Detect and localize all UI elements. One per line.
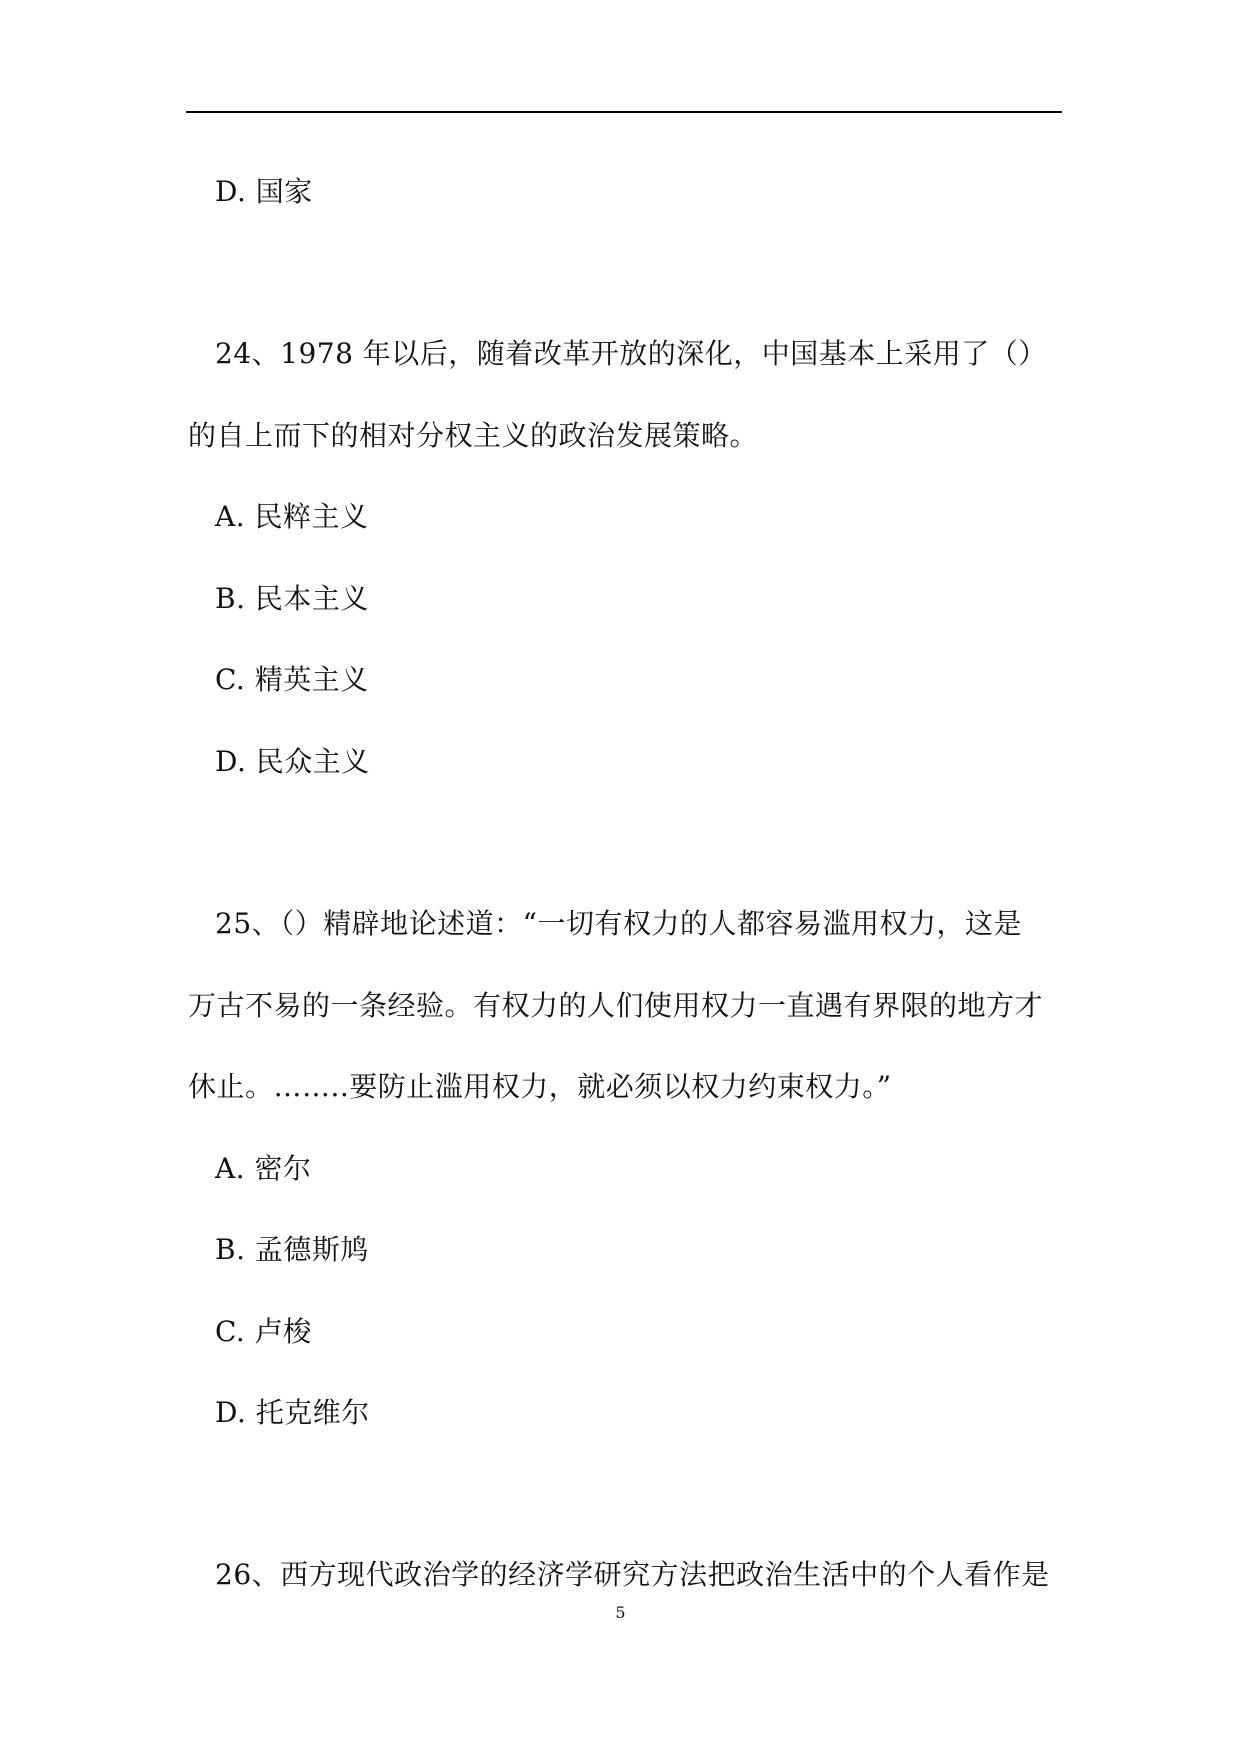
- question-24-option-c: C. 精英主义: [215, 663, 369, 696]
- question-25-text: 25、（）精辟地论述道：“一切有权力的人都容易滥用权力，这是: [215, 907, 1022, 940]
- question-26-text: 26、西方现代政治学的经济学研究方法把政治生活中的个人看作是: [215, 1558, 1050, 1591]
- question-24-option-a: A. 民粹主义: [215, 500, 369, 533]
- question-25-option-c: C. 卢梭: [215, 1315, 312, 1348]
- question-25-text-continued-2: 休止。……..要防止滥用权力，就必须以权力约束权力。”: [188, 1070, 892, 1103]
- question-24-option-b: B. 民本主义: [215, 582, 369, 615]
- question-25-option-b: B. 孟德斯鸠: [215, 1233, 369, 1266]
- question-25-option-a: A. 密尔: [215, 1152, 312, 1185]
- question-25-text-continued-1: 万古不易的一条经验。有权力的人们使用权力一直遇有界限的地方才: [188, 989, 1044, 1022]
- option-d-previous: D. 国家: [215, 175, 313, 208]
- question-25-option-d: D. 托克维尔: [215, 1396, 370, 1429]
- question-24-text-continued: 的自上而下的相对分权主义的政治发展策略。: [188, 419, 759, 452]
- question-24-text: 24、1978 年以后，随着改革开放的深化，中国基本上采用了（）: [215, 337, 1047, 370]
- page-number: 5: [615, 1603, 626, 1622]
- question-24-option-d: D. 民众主义: [215, 745, 370, 778]
- header-rule: [186, 111, 1062, 113]
